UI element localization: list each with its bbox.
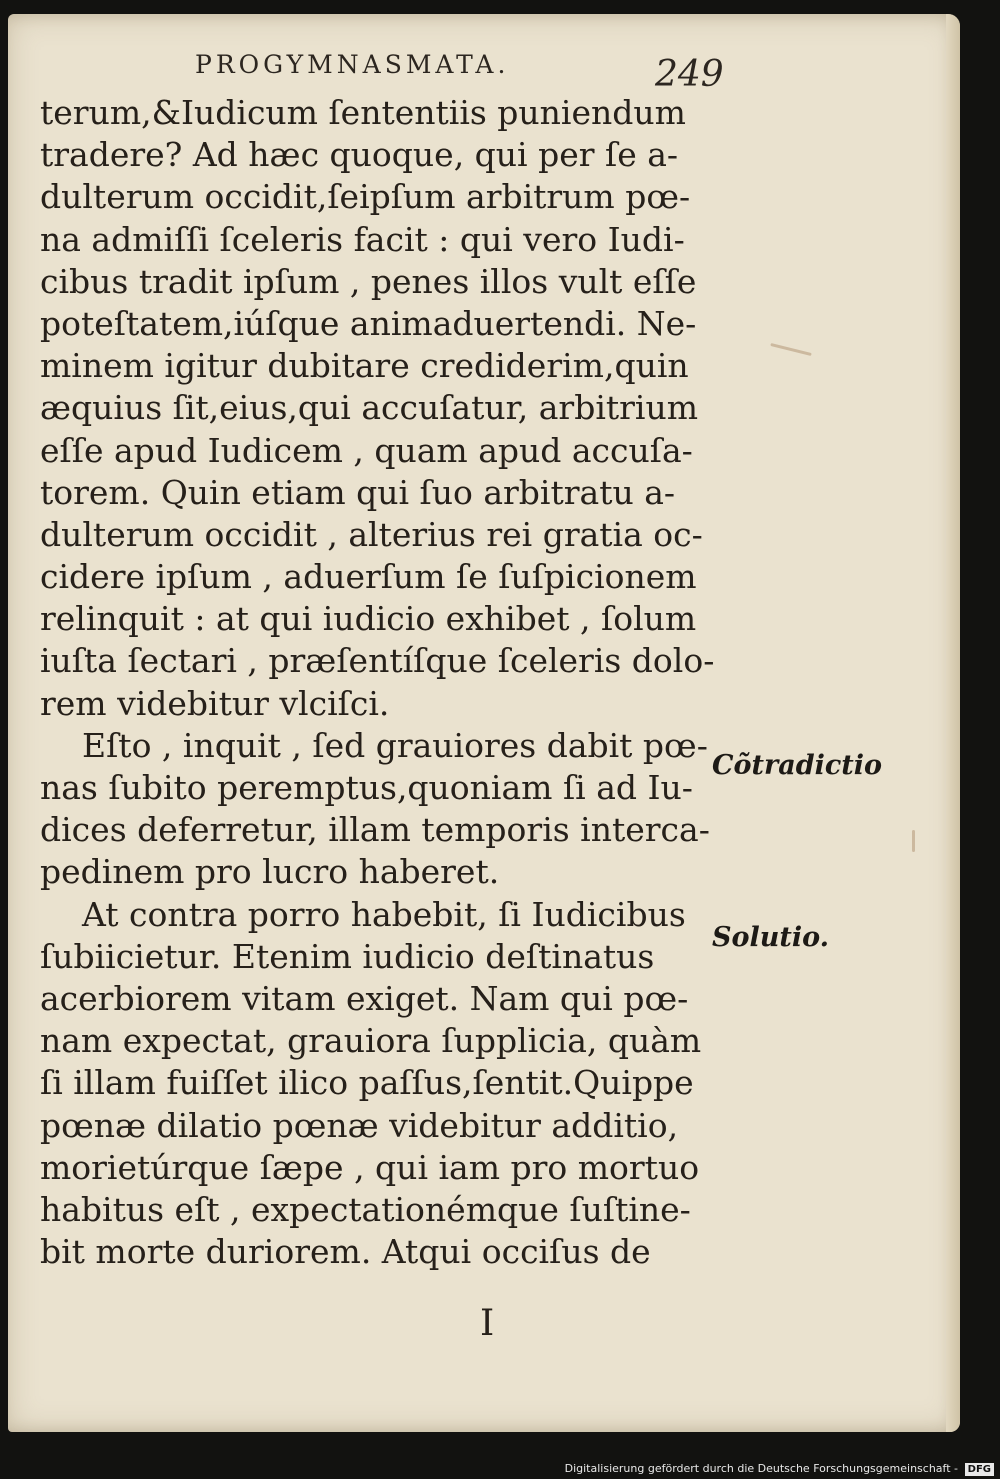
margin-note-contradictio: Cõtradictio bbox=[712, 750, 883, 781]
text-line: At contra porro habebit, ſi Iudicibus bbox=[82, 894, 686, 934]
digitization-credit: Digitalisierung gefördert durch die Deutsche Forschungsgemeinschaft - bbox=[564, 1462, 958, 1475]
text-line: eſſe apud Iudicem , quam apud accuſa- bbox=[40, 430, 693, 470]
text-line: rem videbitur vlciſci. bbox=[40, 683, 390, 723]
text-line: relinquit : at qui iudicio exhibet , ſolum bbox=[40, 599, 697, 639]
text-line: bit morte duriorem. Atqui occiſus de bbox=[40, 1232, 651, 1272]
text-line: nas ſubito peremptus,quoniam ſi ad Iu- bbox=[40, 768, 693, 807]
text-line: na admiſſi ſceleris facit : qui vero Iudi- bbox=[40, 219, 685, 259]
body-text bbox=[40, 92, 720, 1273]
text-line: pœnæ dilatio pœnæ videbitur additio, bbox=[40, 1105, 679, 1145]
text-line: cibus tradit ipſum , penes illos vult eſſe bbox=[40, 261, 697, 301]
text-line: tradere? Ad hæc quoque, qui per ſe a- bbox=[40, 135, 679, 175]
text-line: nam expectat, grauiora ſupplicia, quàm bbox=[40, 1021, 702, 1061]
text-line: minem igitur dubitare crediderim,quin bbox=[40, 346, 689, 386]
text-line: dulterum occidit , alterius rei gratia oc- bbox=[40, 514, 703, 554]
text-line: ſubiicietur. Etenim iudicio deſtinatus bbox=[40, 936, 655, 976]
text-line: dices deferretur, illam temporis interca- bbox=[40, 810, 710, 850]
text-line: habitus eſt , expectationémque ſuſtine- bbox=[40, 1189, 691, 1229]
text-line: poteſtatem,iúſque animaduertendi. Ne- bbox=[40, 303, 697, 343]
ink-stain bbox=[912, 830, 915, 852]
page-number: 249 bbox=[655, 54, 724, 95]
dfg-logo: DFG bbox=[965, 1463, 994, 1476]
text-line: acerbiorem vitam exiget. Nam qui pœ- bbox=[40, 978, 689, 1018]
running-title: PROGYMNASMATA. bbox=[195, 50, 510, 79]
text-line: torem. Quin etiam qui ſuo arbitratu a- bbox=[40, 472, 676, 512]
text-line: iuſta ſectari , præſentíſque ſceleris dolo- bbox=[40, 641, 715, 681]
text-line: ſi illam fuiſſet ilico paſſus,ſentit.Quippe bbox=[40, 1063, 694, 1103]
text-line: morietúrque ſæpe , qui iam pro mortuo bbox=[40, 1147, 700, 1187]
text-line: æquius ſit,eius,qui accuſatur, arbitrium bbox=[40, 388, 699, 428]
page-edge bbox=[946, 14, 960, 1432]
text-line: cidere ipſum , aduerſum ſe ſuſpicionem bbox=[40, 557, 697, 597]
text-line: terum,&Iudicum ſententiis puniendum bbox=[40, 93, 686, 132]
text-line: dulterum occidit,ſeipſum arbitrum pœ- bbox=[40, 177, 691, 217]
signature-mark: I bbox=[480, 1303, 495, 1344]
text-line: Eſto , inquit , ſed grauiores dabit pœ- bbox=[82, 725, 708, 765]
text-line: pedinem pro lucro haberet. bbox=[40, 852, 500, 892]
margin-note-solutio: Solutio. bbox=[712, 922, 830, 953]
